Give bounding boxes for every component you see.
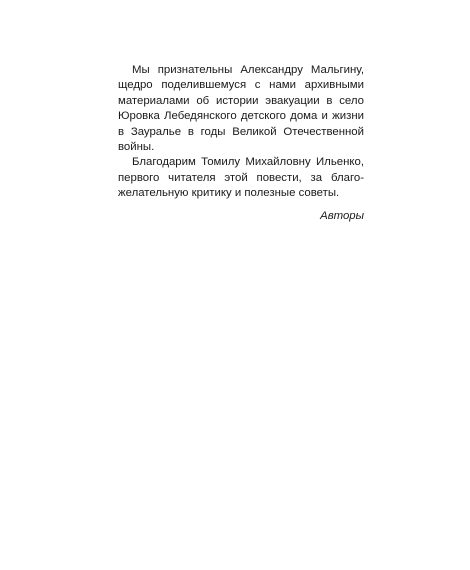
authors-signature: Авторы [320,210,364,222]
acknowledgements-text [118,63,364,202]
acknowledgement-paragraph-2: Благодарим Томилу Михайловну Ильенко, первого читателя этой повести, за благожелательную критику и полезные советы. [118,156,364,200]
acknowledgement-paragraph-1: Мы признательны Александру Мальгину, щедро поделившемуся с нами архивными материалами об истории эвакуации в село Юровка Лебедянского детского дома и жизни в Зауралье в годы Великой Отечественной войны. [118,64,364,154]
